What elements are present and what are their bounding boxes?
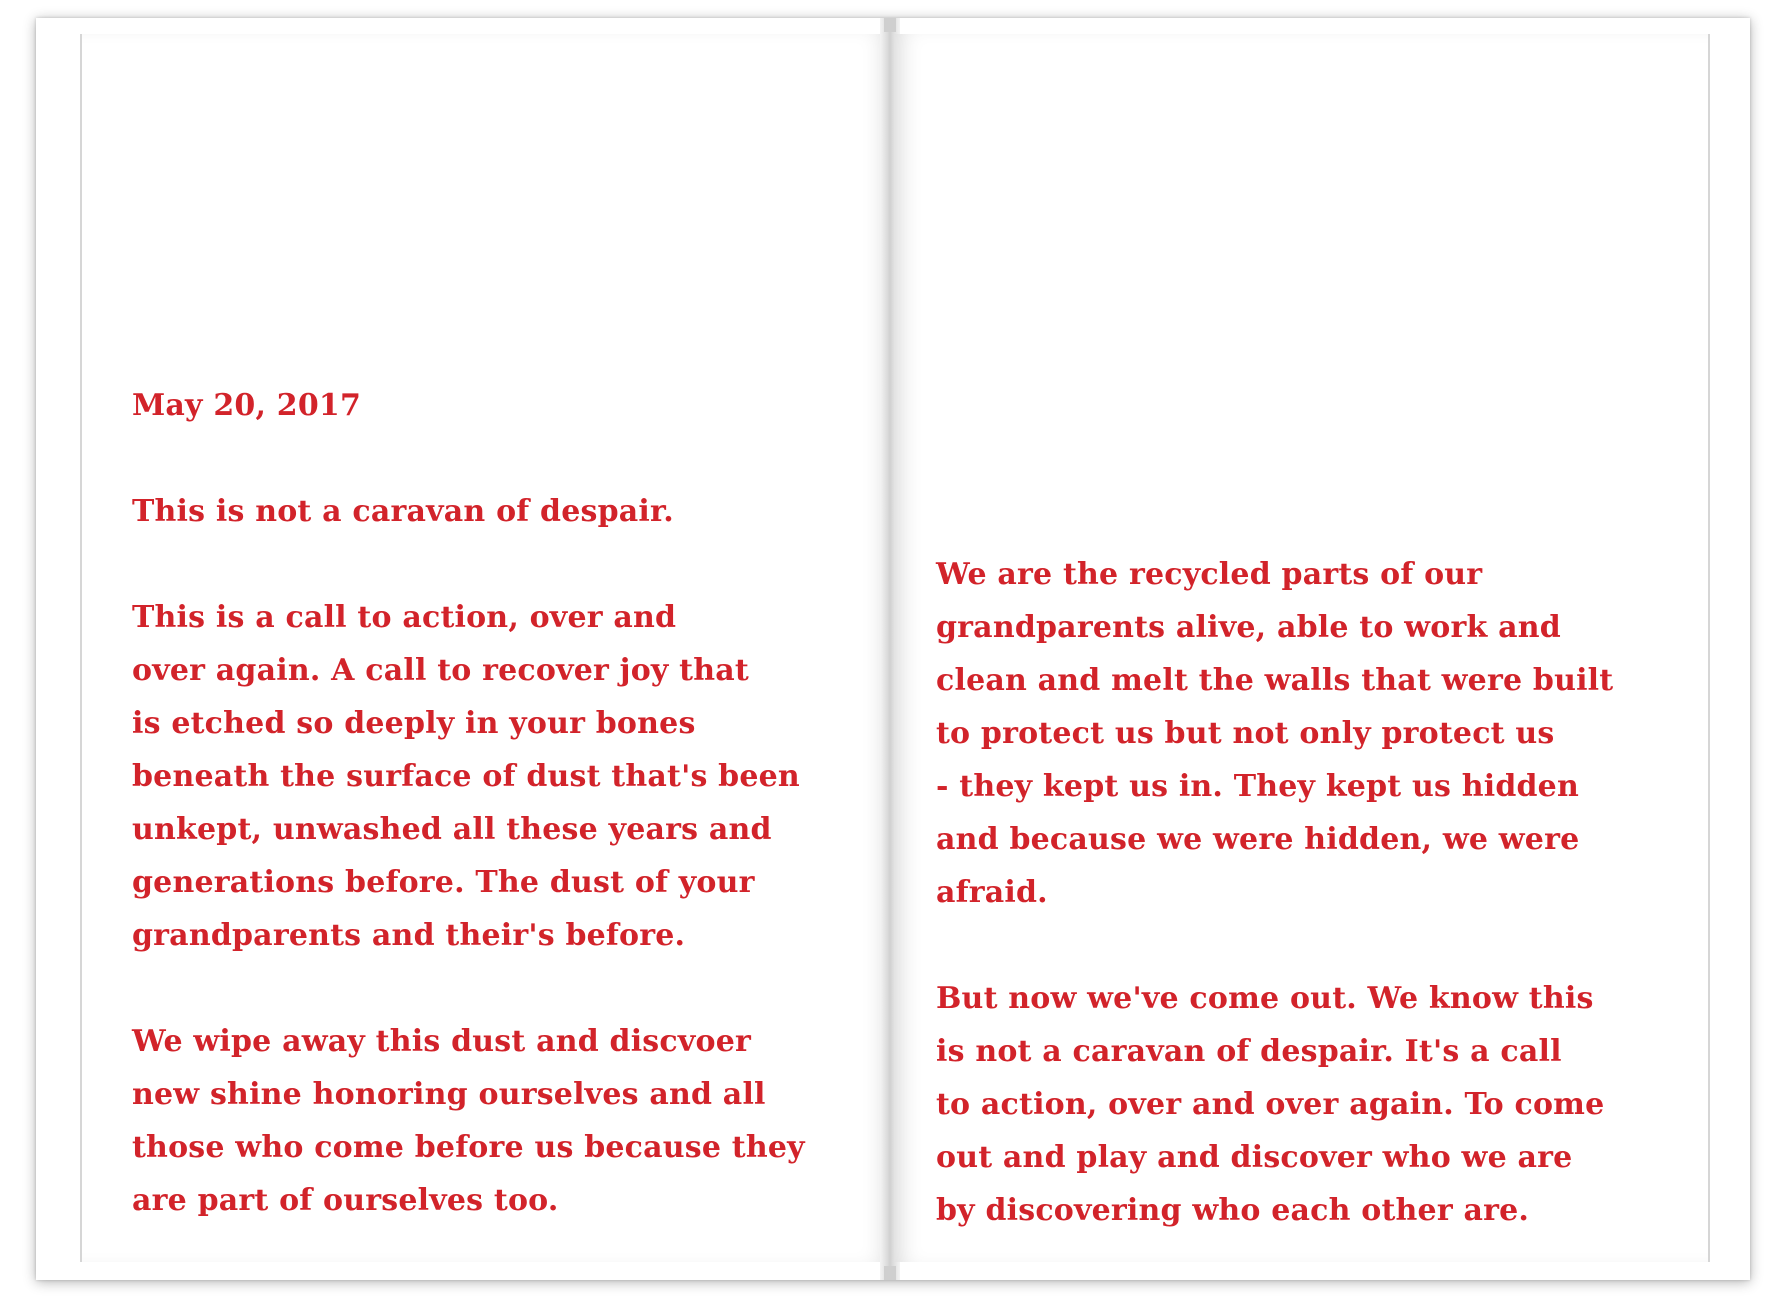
right-page-content — [936, 548, 1696, 1237]
left-page — [80, 34, 890, 1262]
right-paragraph-2: But now we've come out. We know this is not a caravan of despair. It's a call to action, over and over again. To come out and play and discover who we are by discovering who each other are. — [936, 981, 1605, 1228]
left-paragraph-2: We wipe away this dust and discvoer new shine honoring ourselves and all those who come before us because they are part of ourselves too. — [132, 1024, 805, 1218]
right-paragraph-1: We are the recycled parts of our grandparents alive, able to work and clean and melt the walls that were built to protect us but not only protect us - they kept us in. They kept us hidden and because we were hidden, we were afraid. — [936, 557, 1614, 910]
book-spread — [36, 18, 1750, 1280]
left-paragraph-1: This is a call to action, over and over again. A call to recover joy that is etched so deeply in your bones beneath the surface of dust that's been unkept, unwashed all these years and generations before. The dust of your grandparents and their's before. — [132, 600, 800, 953]
gutter-top-notch — [884, 18, 896, 32]
date-line: May 20, 2017 — [132, 388, 362, 423]
left-page-content — [132, 379, 892, 1227]
right-page — [894, 34, 1710, 1262]
gutter-bottom-notch — [884, 1266, 896, 1280]
page-heading: This is not a caravan of despair. — [132, 494, 674, 529]
